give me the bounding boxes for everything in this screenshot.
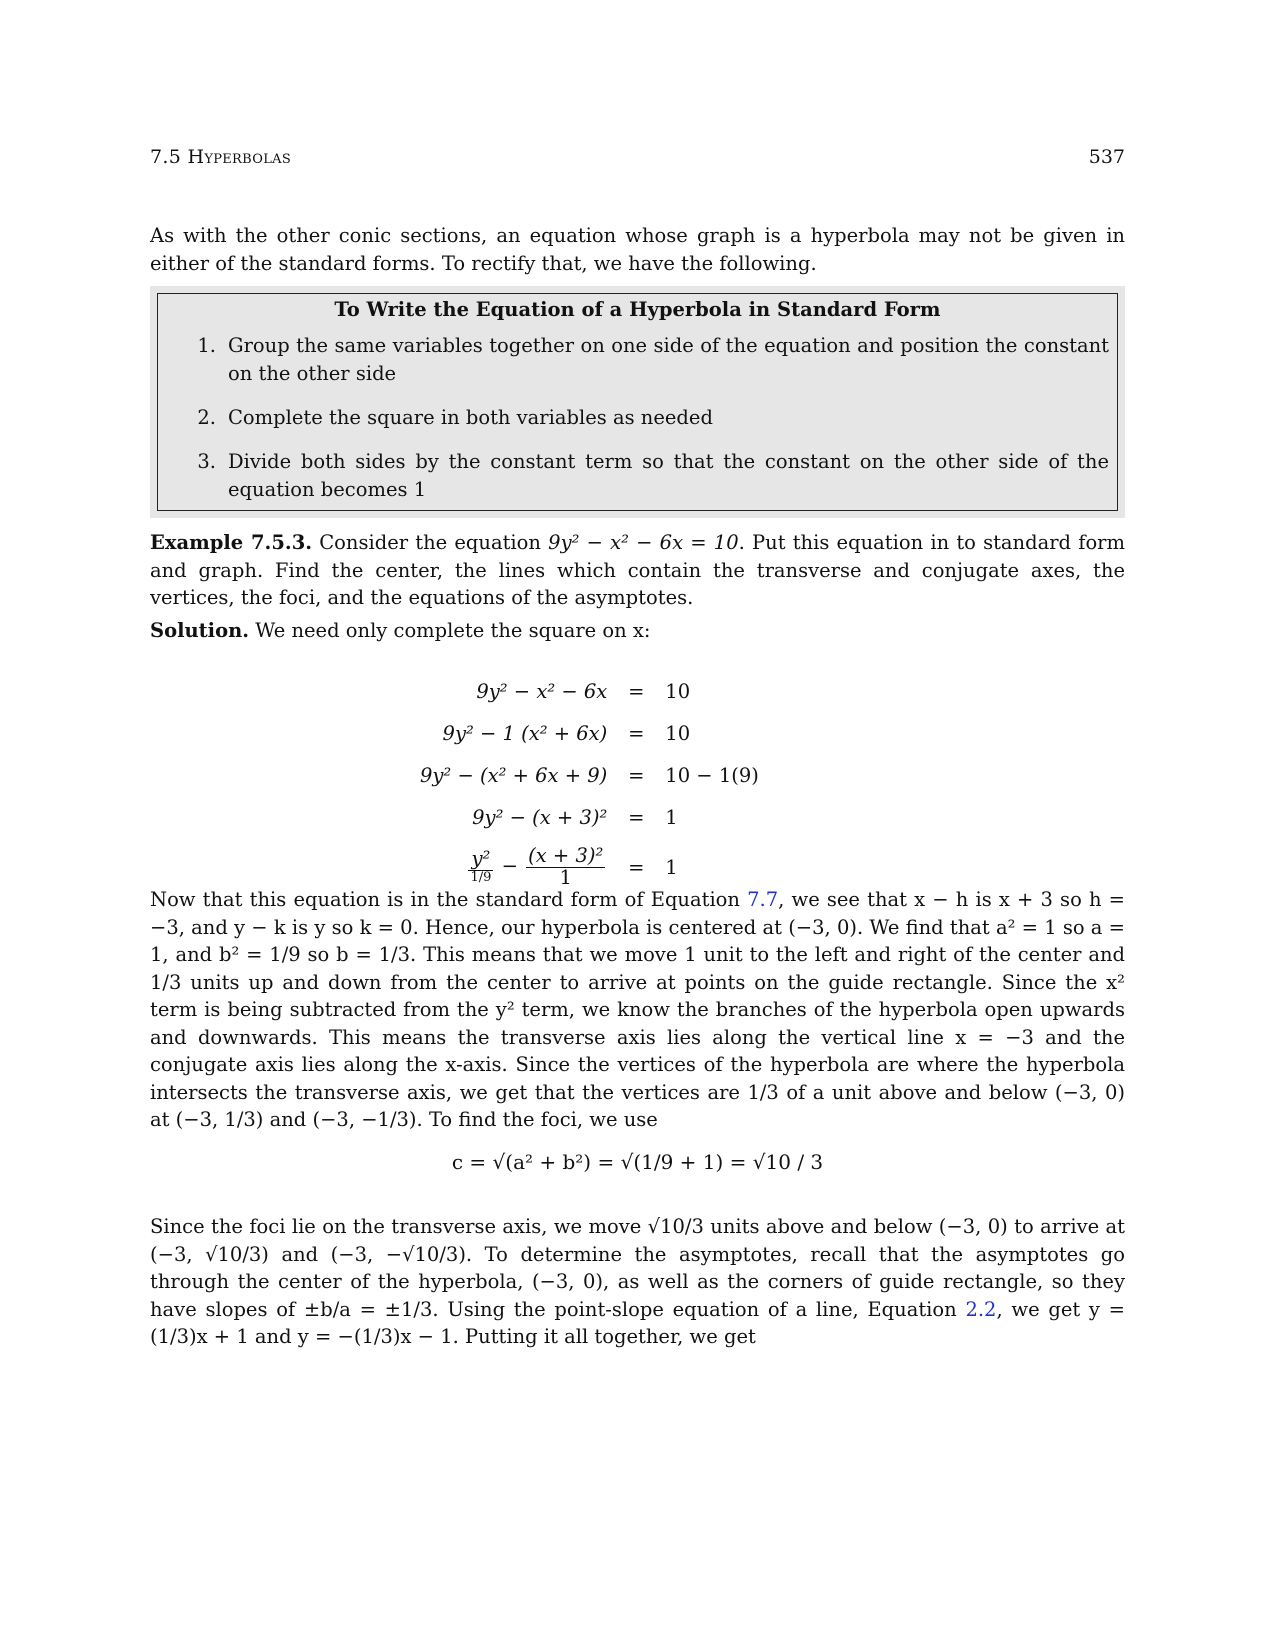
procedure-step: 3. Divide both sides by the constant term so that the constant on the other side of the equation becomes 1 [197,450,1109,501]
equation-row: 9y² − 1 (x² + 6x) = 10 [442,721,691,745]
foci-equation: c = √(a² + b²) = √(1/9 + 1) = √10 / 3 [451,1150,824,1174]
example-equation: 9y² − x² − 6x = 10 [548,531,739,554]
procedure-step: 2. Complete the square in both variables as needed [197,406,713,429]
example-paragraph: Example 7.5.3. Consider the equation 9y² − x² − 6x = 10. Put this equation in to standard form and graph. Find the center, the lines which contain the transverse and conjugate axes, the vertices, the foci, and the equations of the asymptotes. [150,531,1125,609]
equation-row: 9y² − (x + 3)² = 1 [472,805,678,829]
procedure-box [150,286,1125,518]
equation-link-7-7[interactable]: 7.7 [747,888,779,911]
equation-link-2-2[interactable]: 2.2 [965,1297,997,1321]
procedure-step: 1. Group the same variables together on one side of the equation and position the constant on the other side [197,334,1109,385]
solution-label: Solution. [150,619,250,642]
section-heading: 7.5 Hyperbolas [150,146,292,168]
analysis-paragraph: Now that this equation is in the standard form of Equation 7.7, we see that x − h is x + 3 so h = −3, and y − k is y so k = 0. Hence, our hyperbola is centered at (−3, 0). We find that a² = 1 so a = 1, and b² = 1/9 so b = 1/3. This means that we move 1 unit to the left and right of the center and 1/3 units up and down from the center to arrive at points on the guide rectangle. Since the x² term is being subtracted from the y² term, we know the branches of the hyperbola open upwards and downwards. This means the transverse axis lies along the vertical line x = −3 and the conjugate axis lies along the x-axis. Since the vertices of the hyperbola are where the hyperbola intersects the transverse axis, we get that the vertices are 1/3 of a unit above and below (−3, 0) at (−3, 1/3) and (−3, −1/3). To find the foci, we use [150,888,1126,1131]
equation-row: $\frac{\text{y²}}{1/9}$ − $\frac{\text{(x + 3)²}}{1}$ = 1 [470,844,678,889]
procedure-title: To Write the Equation of a Hyperbola in Standard Form [334,298,941,321]
page-number: 537 [1088,146,1125,168]
running-header [150,146,1125,172]
equation-row: 9y² − x² − 6x = 10 [476,679,691,703]
example-label: Example 7.5.3. [150,531,313,554]
asymptote-paragraph: Since the foci lie on the transverse axis, we move √10/3 units above and below (−3, 0) to arrive at (−3, √10/3) and (−3, −√10/3). To determine the asymptotes, recall that the asymptotes go through the center of the hyperbola, (−3, 0), as well as the corners of guide rectangle, so they have slopes of ±b/a = ±1/3. Using the point-slope equation of a line, Equation 2.2, we get y = (1/3)x + 1 and y = −(1/3)x − 1. Putting it all together, we get [150,1215,1125,1348]
solution-intro: Solution. We need only complete the square on x: [150,619,651,642]
intro-paragraph: As with the other conic sections, an equation whose graph is a hyperbola may not be given in either of the standard forms. To rectify that, we have the following. [150,224,1125,275]
equation-row: 9y² − (x² + 6x + 9) = 10 − 1(9) [420,763,759,787]
derivation-equations [420,670,759,896]
